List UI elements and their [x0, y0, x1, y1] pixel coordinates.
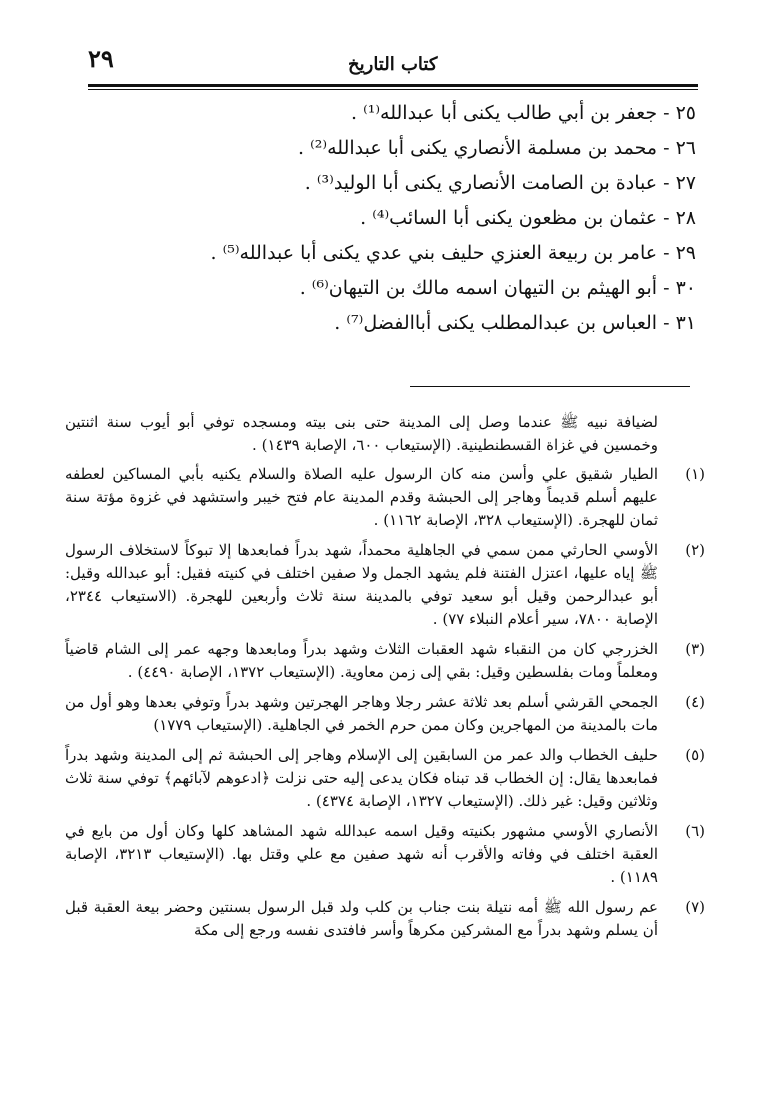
- list-item: ٢٦ - محمد بن مسلمة الأنصاري يكنى أبا عبدالله⁽²⁾ .: [298, 137, 696, 159]
- footnote-number: (٢): [685, 541, 705, 559]
- footnote-separator: [410, 386, 690, 387]
- header-rule-thin: [88, 89, 698, 90]
- footnote-text: الجمحي القرشي أسلم بعد ثلاثة عشر رجلا وهاجر الهجرتين وشهد بدراً وتوفي بعدها وهو أول من مات بالمدينة من المهاجرين وكان ممن حرم الخمر في الجاهلية. (الإستيعاب ١٧٧٩): [65, 693, 658, 734]
- footnote: [65, 638, 705, 684]
- footnote-text: الأوسي الحارثي ممن سمي في الجاهلية محمداً، شهد بدراً فمابعدها إلا تبوكاً لاستخلاف الرسول ﷺ إياه عليها، اعتزل الفتنة فلم يشهد الجمل ولا صفين اختلف في كنيته فقيل: أبو عبدالله وقيل: أبو عبدالرحمن وقيل أبو سعيد توفي بالمدينة سنة ثلاث وأربعين للهجرة. (الاستيعاب ٢٣٤٤، الإصابة ٧٨٠٠، سير أعلام النبلاء ٧٧) .: [65, 541, 658, 628]
- footnote-number: (٤): [685, 693, 705, 711]
- footnotes: [65, 411, 705, 949]
- page-number: ٢٩: [88, 44, 114, 73]
- footnote-number: (٥): [685, 746, 705, 764]
- list-item: ٢٥ - جعفر بن أبي طالب يكنى أبا عبدالله⁽¹⁾ .: [350, 102, 696, 124]
- footnote: [65, 539, 705, 631]
- footnote-number: (٦): [685, 822, 705, 840]
- footnote-text: الطيار شقيق علي وأسن منه كان الرسول عليه الصلاة والسلام يكنيه بأبي المساكين لعطفه عليهم أسلم قديماً وهاجر إلى الحبشة وقدم المدينة عام فتح خيبر واستشهد في غزوة مؤتة سنة ثمان للهجرة. (الإستيعاب ٣٢٨، الإصابة ١١٦٢) .: [65, 465, 658, 529]
- footnote-text: حليف الخطاب والد عمر من السابقين إلى الإسلام وهاجر إلى الحبشة ثم إلى المدينة وشهد بدراً فمابعدها يقال: إن الخطاب قد تبناه فكان يدعى إليه حتى نزلت ﴿ادعوهم لآبائهم﴾ توفي سنة ثلاث وثلاثين وقيل: غير ذلك. (الإستيعاب ١٣٢٧، الإصابة ٤٣٧٤) .: [65, 746, 658, 810]
- footnote-text: الخزرجي كان من النقباء شهد العقبات الثلاث وشهد بدراً ومابعدها وجهه عمر إلى الشام قاضياً ومعلماً ومات بفلسطين وقيل: بقي إلى زمن معاوية. (الإستيعاب ١٣٧٢، الإصابة ٤٤٩٠) .: [65, 640, 658, 681]
- list-item: ٣٠ - أبو الهيثم بن التيهان اسمه مالك بن التيهان⁽⁶⁾ .: [299, 277, 696, 299]
- footnote-number: (١): [685, 465, 705, 483]
- book-title: كتاب التاريخ: [348, 54, 438, 75]
- list-item: ٢٧ - عبادة بن الصامت الأنصاري يكنى أبا الوليد⁽³⁾ .: [304, 172, 696, 194]
- footnote: [65, 896, 705, 942]
- list-item: ٢٩ - عامر بن ربيعة العنزي حليف بني عدي يكنى أبا عبدالله⁽⁵⁾ .: [210, 242, 696, 264]
- footnote: [65, 691, 705, 737]
- footnote-text: الأنصاري الأوسي مشهور بكنيته وقيل اسمه عبدالله شهد المشاهد كلها وكان أول من بايع في العقبة اختلف في وفاته والأقرب أنه شهد صفين مع علي وقتل بها. (الإستيعاب ٣٢١٣، الإصابة ١١٨٩) .: [65, 822, 658, 886]
- footnote: [65, 463, 705, 532]
- footnote-number: (٧): [685, 898, 705, 916]
- list-item: ٢٨ - عثمان بن مظعون يكنى أبا السائب⁽⁴⁾ .: [360, 207, 696, 229]
- header-rule-thick: [88, 84, 698, 87]
- page-header: [88, 36, 698, 86]
- footnote-text: عم رسول الله ﷺ أمه نتيلة بنت جناب بن كلب ولد قبل الرسول بسنتين وحضر بيعة العقبة قبل أن يسلم وشهد بدراً مع المشركين مكرهاً وأسر فافتدى نفسه ورجع إلى مكة: [65, 898, 658, 939]
- footnote-number: (٣): [685, 640, 705, 658]
- footnote-continuation: لضيافة نبيه ﷺ عندما وصل إلى المدينة حتى بنى بيته ومسجده توفي أبو أيوب سنة اثنتين وخمسين في غزاة القسطنطينية. (الإستيعاب ٦٠٠، الإصابة ١٤٣٩) .: [65, 413, 658, 454]
- footnote: [65, 820, 705, 889]
- companions-list: [136, 96, 696, 341]
- list-item: ٣١ - العباس بن عبدالمطلب يكنى أباالفضل⁽⁷⁾ .: [334, 312, 696, 334]
- footnote: [65, 744, 705, 813]
